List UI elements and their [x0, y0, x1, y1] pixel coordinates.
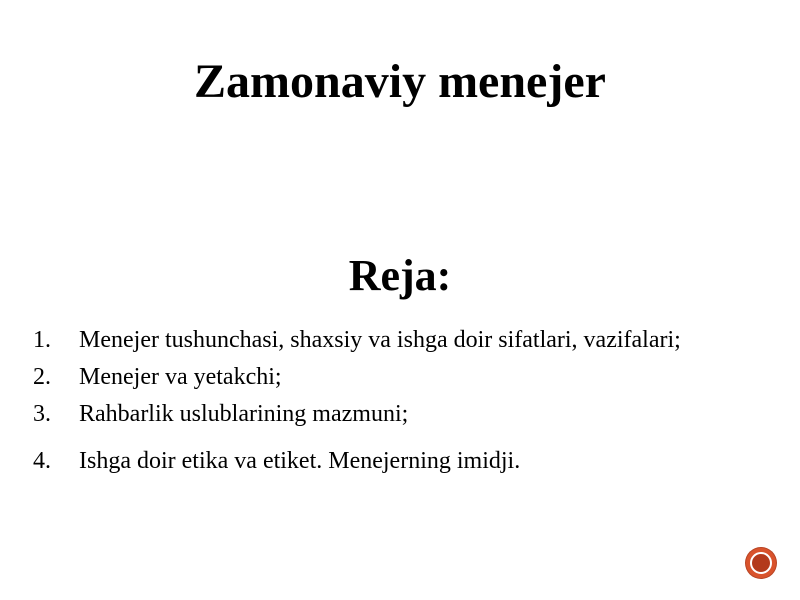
plan-item-text: Rahbarlik uslublarining mazmuni; — [79, 401, 409, 427]
plan-item-number: 1. — [33, 327, 51, 353]
plan-heading: Reja: — [348, 251, 452, 300]
plan-item-number: 4. — [33, 448, 51, 474]
plan-item-text: Menejer tushunchasi, shaxsiy va ishga doir sifatlari, vazifalari; — [79, 327, 681, 353]
plan-list — [33, 322, 773, 480]
plan-item-3 — [33, 396, 773, 433]
plan-item-4 — [33, 443, 773, 480]
circle-button-inner — [750, 552, 772, 574]
plan-item-text: Menejer va yetakchi; — [79, 364, 282, 390]
circle-button-icon[interactable] — [746, 548, 776, 578]
plan-item-2 — [33, 359, 773, 396]
plan-item-number: 2. — [33, 364, 51, 390]
plan-item-text: Ishga doir etika va etiket. Menejerning imidji. — [79, 448, 521, 474]
slide-title: Zamonaviy menejer — [194, 55, 606, 108]
plan-item-number: 3. — [33, 401, 51, 427]
plan-item-1 — [33, 322, 773, 359]
